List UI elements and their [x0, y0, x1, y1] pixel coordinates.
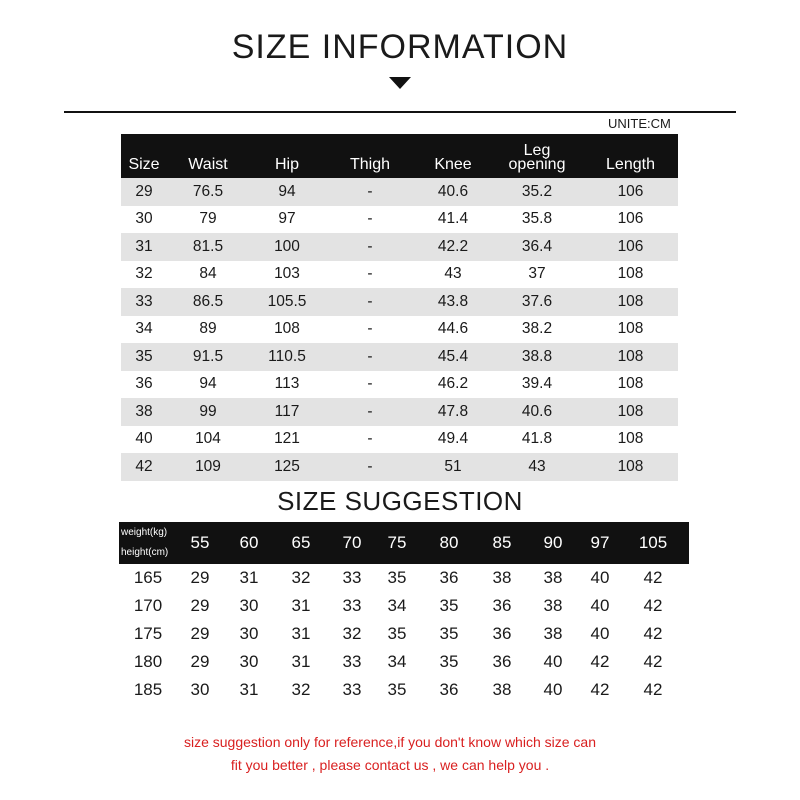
table-cell: 43 [491, 453, 583, 481]
table-cell: 38.8 [491, 343, 583, 371]
suggested-size-cell: 42 [643, 652, 663, 671]
suggested-size-cell: 30 [239, 624, 259, 643]
suggested-size-cell: 34 [387, 652, 407, 671]
table-cell: 91.5 [167, 343, 249, 371]
table-cell: 34 [121, 316, 167, 344]
height-label: 170 [133, 596, 163, 615]
suggested-size-cell: 40 [543, 680, 563, 699]
table-cell: 84 [167, 261, 249, 289]
divider [64, 111, 736, 113]
table-cell: - [325, 316, 415, 344]
size-table-header [121, 134, 678, 178]
table-cell: 46.2 [415, 371, 491, 399]
table-cell: 108 [583, 371, 678, 399]
table-cell: 104 [167, 426, 249, 454]
table-cell: 35.2 [491, 178, 583, 206]
suggested-size-cell: 42 [643, 624, 663, 643]
table-cell: 39.4 [491, 371, 583, 399]
table-cell: - [325, 178, 415, 206]
suggested-size-cell: 33 [342, 680, 362, 699]
weight-header: 90 [523, 522, 583, 564]
table-cell: 43 [415, 261, 491, 289]
suggested-size-cell: 35 [387, 568, 407, 587]
table-cell: 51 [415, 453, 491, 481]
table-cell: - [325, 371, 415, 399]
suggested-size-cell: 36 [492, 624, 512, 643]
page-title: SIZE INFORMATION [231, 28, 569, 66]
table-cell: 106 [583, 178, 678, 206]
table-row [119, 648, 689, 676]
suggested-size-cell: 31 [239, 568, 259, 587]
suggested-size-cell: 32 [291, 680, 311, 699]
suggested-size-cell: 29 [190, 568, 210, 587]
table-cell: 36 [121, 371, 167, 399]
table-cell: 89 [167, 316, 249, 344]
table-cell: 37 [491, 261, 583, 289]
size-suggestion-header [119, 522, 689, 564]
suggested-size-cell: 30 [190, 680, 210, 699]
size-information-table [121, 134, 678, 481]
suggested-size-cell: 31 [291, 596, 311, 615]
table-cell: 94 [167, 371, 249, 399]
height-axis-label: height(cm) [121, 547, 169, 558]
height-label: 175 [133, 624, 163, 643]
table-row [121, 398, 678, 426]
suggested-size-cell: 30 [239, 596, 259, 615]
weight-header: 55 [177, 522, 223, 564]
table-cell: 40.6 [491, 398, 583, 426]
suggested-size-cell: 42 [643, 596, 663, 615]
suggested-size-cell: 35 [387, 624, 407, 643]
table-cell: 108 [583, 288, 678, 316]
table-cell: - [325, 453, 415, 481]
table-row [119, 564, 689, 592]
table-cell: 109 [167, 453, 249, 481]
suggested-size-cell: 42 [643, 568, 663, 587]
weight-height-corner [119, 522, 177, 564]
weight-header: 70 [327, 522, 377, 564]
table-cell: 99 [167, 398, 249, 426]
suggested-size-cell: 36 [492, 596, 512, 615]
table-row [121, 343, 678, 371]
table-cell: 35.8 [491, 206, 583, 234]
table-cell: 42 [121, 453, 167, 481]
suggested-size-cell: 36 [439, 680, 459, 699]
unit-label: UNITE:CM [608, 116, 671, 131]
suggested-size-cell: 42 [590, 680, 610, 699]
table-cell: 38.2 [491, 316, 583, 344]
suggested-size-cell: 42 [643, 680, 663, 699]
table-cell: 108 [583, 453, 678, 481]
table-cell: 42.2 [415, 233, 491, 261]
table-cell: 108 [583, 343, 678, 371]
suggested-size-cell: 32 [291, 568, 311, 587]
table-cell: 108 [583, 261, 678, 289]
suggested-size-cell: 38 [543, 568, 563, 587]
table-cell: 43.8 [415, 288, 491, 316]
height-label: 180 [133, 652, 163, 671]
table-cell: 108 [583, 426, 678, 454]
table-cell: 41.8 [491, 426, 583, 454]
weight-header: 80 [417, 522, 481, 564]
table-cell: - [325, 261, 415, 289]
table-cell: 49.4 [415, 426, 491, 454]
table-cell: 40.6 [415, 178, 491, 206]
suggested-size-cell: 42 [590, 652, 610, 671]
table-row [119, 592, 689, 620]
weight-header: 75 [377, 522, 417, 564]
height-label: 185 [133, 680, 163, 699]
column-header: Thigh [325, 134, 415, 178]
table-cell: 103 [249, 261, 325, 289]
table-cell: 100 [249, 233, 325, 261]
suggested-size-cell: 38 [492, 680, 512, 699]
table-row [121, 453, 678, 481]
table-cell: 106 [583, 233, 678, 261]
suggested-size-cell: 35 [439, 596, 459, 615]
table-cell: 33 [121, 288, 167, 316]
table-row [119, 620, 689, 648]
table-row [119, 676, 689, 704]
table-cell: 45.4 [415, 343, 491, 371]
suggested-size-cell: 33 [342, 596, 362, 615]
suggested-size-cell: 29 [190, 624, 210, 643]
table-cell: 121 [249, 426, 325, 454]
suggested-size-cell: 38 [543, 596, 563, 615]
column-header: Waist [167, 134, 249, 178]
suggested-size-cell: 31 [291, 624, 311, 643]
table-cell: 79 [167, 206, 249, 234]
table-cell: 117 [249, 398, 325, 426]
table-cell: 113 [249, 371, 325, 399]
table-cell: 31 [121, 233, 167, 261]
weight-header: 65 [275, 522, 327, 564]
table-cell: 41.4 [415, 206, 491, 234]
table-cell: 125 [249, 453, 325, 481]
column-header [491, 134, 583, 178]
suggested-size-cell: 36 [492, 652, 512, 671]
table-cell: 40 [121, 426, 167, 454]
table-cell: 30 [121, 206, 167, 234]
table-row [121, 288, 678, 316]
suggested-size-cell: 34 [387, 596, 407, 615]
suggested-size-cell: 35 [387, 680, 407, 699]
table-row [121, 206, 678, 234]
weight-header: 97 [583, 522, 617, 564]
size-suggestion-table [119, 522, 689, 704]
table-row [121, 233, 678, 261]
suggested-size-cell: 29 [190, 652, 210, 671]
table-cell: 44.6 [415, 316, 491, 344]
down-arrow-icon [389, 77, 411, 89]
leg-opening-header-text: Leg opening [508, 142, 566, 173]
suggested-size-cell: 40 [590, 596, 610, 615]
suggested-size-cell: 29 [190, 596, 210, 615]
suggested-size-cell: 35 [439, 652, 459, 671]
suggested-size-cell: 40 [590, 624, 610, 643]
reference-note-line-1: size suggestion only for reference,if you don't know which size can [183, 734, 596, 750]
table-cell: 35 [121, 343, 167, 371]
column-header: Knee [415, 134, 491, 178]
height-label: 165 [133, 568, 163, 587]
column-header: Size [121, 134, 167, 178]
table-cell: 86.5 [167, 288, 249, 316]
table-cell: - [325, 288, 415, 316]
table-cell: 110.5 [249, 343, 325, 371]
suggested-size-cell: 40 [543, 652, 563, 671]
reference-note-line-2: fit you better , please contact us , we can help you . [230, 757, 550, 773]
suggested-size-cell: 38 [543, 624, 563, 643]
table-cell: 37.6 [491, 288, 583, 316]
table-row [121, 178, 678, 206]
table-cell: 108 [249, 316, 325, 344]
suggested-size-cell: 32 [342, 624, 362, 643]
table-cell: 106 [583, 206, 678, 234]
table-cell: 108 [583, 316, 678, 344]
table-cell: 38 [121, 398, 167, 426]
suggested-size-cell: 33 [342, 652, 362, 671]
table-cell: 29 [121, 178, 167, 206]
suggested-size-cell: 38 [492, 568, 512, 587]
suggested-size-cell: 40 [590, 568, 610, 587]
weight-header: 60 [223, 522, 275, 564]
table-cell: - [325, 206, 415, 234]
suggested-size-cell: 30 [239, 652, 259, 671]
weight-header: 85 [481, 522, 523, 564]
table-cell: 76.5 [167, 178, 249, 206]
table-cell: - [325, 398, 415, 426]
column-header: Hip [249, 134, 325, 178]
suggested-size-cell: 31 [291, 652, 311, 671]
table-row [121, 316, 678, 344]
table-cell: - [325, 343, 415, 371]
suggested-size-cell: 36 [439, 568, 459, 587]
suggested-size-cell: 31 [239, 680, 259, 699]
table-cell: 81.5 [167, 233, 249, 261]
table-cell: 36.4 [491, 233, 583, 261]
table-cell: 97 [249, 206, 325, 234]
column-header: Length [583, 134, 678, 178]
table-cell: 47.8 [415, 398, 491, 426]
table-row [121, 426, 678, 454]
size-suggestion-title: SIZE SUGGESTION [277, 486, 523, 516]
weight-axis-label: weight(kg) [121, 527, 168, 538]
suggested-size-cell: 33 [342, 568, 362, 587]
suggested-size-cell: 35 [439, 624, 459, 643]
table-row [121, 371, 678, 399]
table-cell: - [325, 426, 415, 454]
table-cell: 105.5 [249, 288, 325, 316]
table-row [121, 261, 678, 289]
table-cell: - [325, 233, 415, 261]
table-cell: 108 [583, 398, 678, 426]
weight-header: 105 [617, 522, 689, 564]
table-cell: 94 [249, 178, 325, 206]
table-cell: 32 [121, 261, 167, 289]
